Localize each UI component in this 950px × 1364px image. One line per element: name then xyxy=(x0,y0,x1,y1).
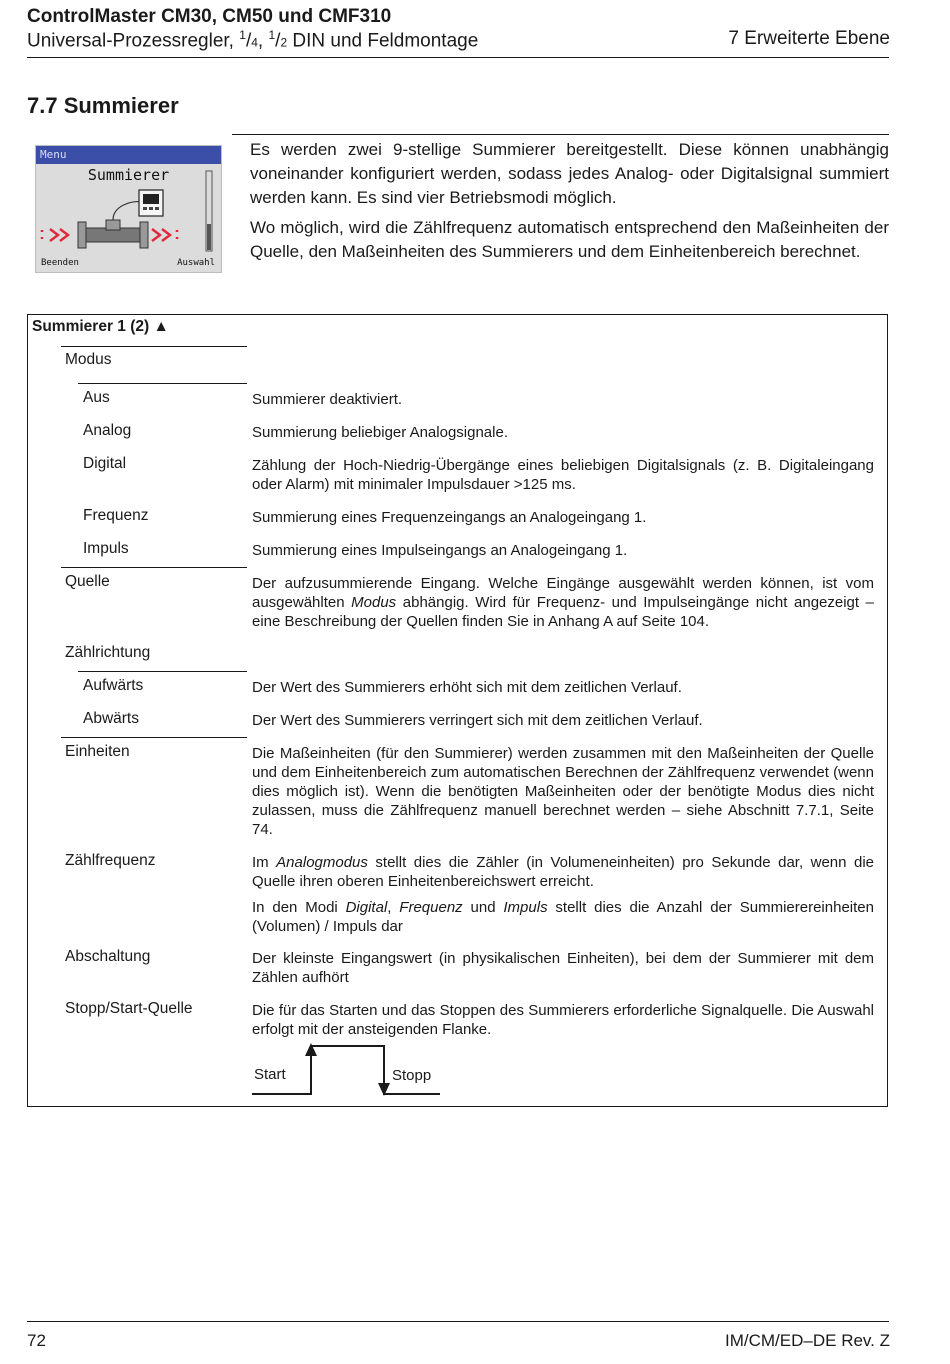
intro-paragraph-1: Es werden zwei 9-stellige Summierer bereitgestellt. Diese können unabhängig voneinander konfiguriert werden, sodass jedes Analog- oder Digitalsignal summiert werden kann. Es sind vier Betriebsmodi möglich. xyxy=(250,140,889,207)
option-aus: Aus xyxy=(83,389,110,406)
group-title: Summierer 1 (2) ▲ xyxy=(32,318,169,335)
rule-modus xyxy=(61,346,247,347)
document-subtitle: Universal-Prozessregler, $^1$/4, $^1$/2 DIN und Feldmontage xyxy=(27,28,479,52)
desc-aus: Summierer deaktiviert. xyxy=(252,391,403,408)
option-frequenz: Frequenz xyxy=(83,507,149,524)
section-title: 7.7 Summierer xyxy=(27,93,179,118)
desc-zaehlfrequenz-1: Im Analogmodus stellt dies die Zähler (in Volumeneinheiten) pro Sekunde dar, wenn die Quelle ihren oberen Einheitenbereichswert erreicht. xyxy=(252,854,874,890)
diagram-start-label: Start xyxy=(254,1066,286,1083)
device-softkey-right: Auswahl xyxy=(177,258,215,268)
desc-digital: Zählung der Hoch-Niedrig-Übergänge eines beliebigen Digitalsignals (z. B. Digitaleingang oder Alarm) mit minimaler Impulsdauer >125 ms. xyxy=(252,457,874,493)
device-menu-bar: Menu xyxy=(36,146,221,164)
param-zaehlfrequenz: Zählfrequenz xyxy=(65,852,156,869)
header-rule xyxy=(27,57,889,58)
param-zaehlrichtung: Zählrichtung xyxy=(65,644,151,661)
desc-einheiten: Die Maßeinheiten (für den Summierer) werden zusammen mit den Maßeinheiten der Quelle und dem Einheitenbereich zum automatischen Berechnen der Zählfrequenz verwendet (wenn dies möglich ist). Wenn die benötigten Maßeinheiten oder der benötigte Modus dies nicht zulassen, muss die Zählfrequenz manuell berechnet werden – siehe Abschnitt 7.7.1, Seite 74. xyxy=(252,745,874,838)
totalizer-icon xyxy=(36,146,221,272)
option-aufwaerts: Aufwärts xyxy=(83,677,144,694)
intro-paragraph-2: Wo möglich, wird die Zählfrequenz automatisch entsprechend den Maßeinheiten der Quelle, den Maßeinheiten des Summierers und dem Einheitenbereich berechnet. xyxy=(250,218,889,261)
document-id: IM/CM/ED–DE Rev. Z xyxy=(725,1331,890,1350)
page-number: 72 xyxy=(27,1331,46,1350)
desc-stopp-start-quelle: Die für das Starten und das Stoppen des Summierers erforderliche Signalquelle. Die Auswahl erfolgt mit der ansteigenden Flanke. xyxy=(252,1002,874,1038)
desc-frequenz: Summierung eines Frequenzeingangs an Analogeingang 1. xyxy=(252,509,647,526)
document-title: ControlMaster CM30, CM50 und CMF310 xyxy=(27,6,392,27)
device-screen-title: Summierer xyxy=(87,166,170,184)
option-analog: Analog xyxy=(83,422,132,439)
desc-impuls: Summierung eines Impulseingangs an Analogeingang 1. xyxy=(252,542,628,559)
desc-zaehlfrequenz-2: In den Modi Digital, Frequenz und Impuls stellt dies die Anzahl der Summierereinheiten (Volumen) / Impuls dar xyxy=(252,899,874,935)
rising-edge-arrow-icon xyxy=(305,1043,317,1056)
option-impuls: Impuls xyxy=(83,540,129,557)
desc-quelle: Der aufzusummierende Eingang. Welche Eingänge ausgewählt werden können, ist vom ausgewählten Modus abhängig. Wird für Frequenz- und Impulseingänge nicht angezeigt – eine Beschreibung der Quellen finden Sie in Anhang A auf Seite 104. xyxy=(252,575,874,630)
param-abschaltung: Abschaltung xyxy=(65,948,151,965)
rule-modus-options xyxy=(78,383,247,384)
desc-abschaltung: Der kleinste Eingangswert (in physikalischen Einheiten), bei dem der Summierer mit dem Zählen aufhört xyxy=(252,950,874,986)
option-abwaerts: Abwärts xyxy=(83,710,139,727)
desc-analog: Summierung beliebiger Analogsignale. xyxy=(252,424,508,441)
param-einheiten: Einheiten xyxy=(65,743,130,760)
device-softkey-left: Beenden xyxy=(41,258,79,268)
param-modus: Modus xyxy=(65,351,112,368)
param-stopp-start-quelle: Stopp/Start-Quelle xyxy=(65,1000,193,1017)
diagram-stopp-label: Stopp xyxy=(392,1067,432,1084)
desc-abwaerts: Der Wert des Summierers verringert sich mit dem zeitlichen Verlauf. xyxy=(252,712,703,729)
rule-einheiten xyxy=(61,737,247,738)
option-digital: Digital xyxy=(83,455,127,472)
device-screen xyxy=(35,145,222,273)
param-quelle: Quelle xyxy=(65,573,110,590)
chapter-label: 7 Erweiterte Ebene xyxy=(728,28,890,49)
footer-rule xyxy=(27,1321,889,1322)
rule-zaehlrichtung-options xyxy=(78,671,247,672)
intro-rule xyxy=(232,134,889,135)
rule-quelle xyxy=(61,567,247,568)
desc-aufwaerts: Der Wert des Summierers erhöht sich mit dem zeitlichen Verlauf. xyxy=(252,679,682,696)
